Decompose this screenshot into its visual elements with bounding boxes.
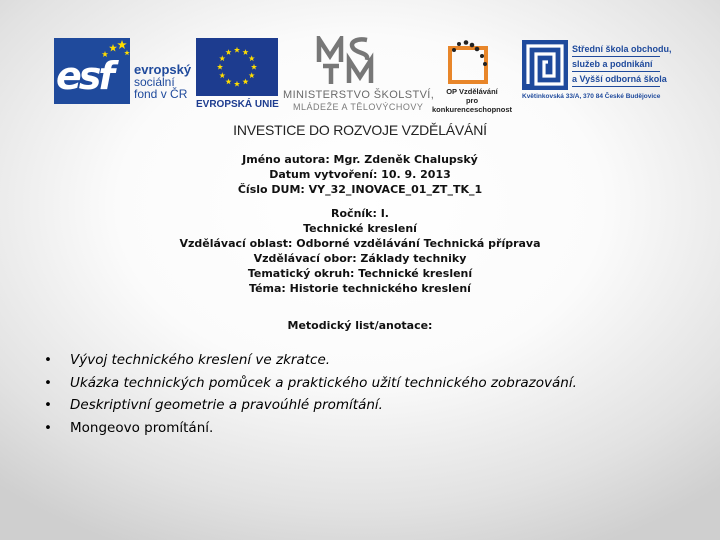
school-address: Květinkovská 33/A, 370 84 České Budějovice	[522, 93, 661, 100]
op-caption-line1: OP Vzdělávání	[446, 87, 498, 96]
investment-banner: INVESTICE DO ROZVOJE VZDĚLÁVÁNÍ	[233, 122, 487, 138]
eu-star-icon	[249, 72, 255, 78]
school-name-line1: Střední škola obchodu,	[572, 42, 660, 57]
date-line: Datum vytvoření: 10. 9. 2013	[269, 168, 451, 181]
esf-letters: esf	[56, 54, 112, 98]
eu-flag-icon	[196, 38, 278, 96]
list-item	[40, 372, 700, 395]
esf-caption-line3: fond v ČR	[134, 87, 188, 101]
topic-line: Tematický okruh: Technické kreslení	[247, 267, 473, 280]
bullet-icon: •	[44, 419, 52, 436]
op-logo	[428, 40, 516, 115]
esf-caption	[134, 64, 191, 100]
annotation-list	[40, 349, 700, 439]
eu-star-icon	[219, 55, 225, 61]
eu-star-icon	[242, 79, 248, 85]
msmt-monogram-icon	[315, 36, 375, 86]
area-line: Vzdělávací oblast: Odborné vzdělávání Technická příprava	[179, 237, 541, 250]
list-item	[40, 349, 700, 372]
school-name-line3: a Vyšší odborná škola	[572, 72, 660, 87]
school-name-line2: služeb a podnikání	[572, 57, 660, 72]
dum-line: Číslo DUM: VY_32_INOVACE_01_ZT_TK_1	[237, 183, 483, 196]
list-item-text: Mongeovo promítání.	[70, 419, 214, 436]
bullet-icon: •	[44, 374, 52, 391]
eu-star-icon	[217, 64, 223, 70]
list-item-text: Vývoj technického kreslení ve zkratce.	[70, 352, 331, 368]
bullet-icon: •	[44, 397, 52, 413]
methodology-heading: Metodický list/anotace:	[287, 319, 433, 332]
eu-star-icon	[219, 72, 225, 78]
msmt-caption-line1: MINISTERSTVO ŠKOLSTVÍ,	[283, 89, 435, 101]
esf-logo	[54, 38, 192, 113]
eu-star-icon	[242, 49, 248, 55]
esf-caption-line2: sociální	[134, 75, 175, 89]
msmt-caption-line2: MLÁDEŽE A TĚLOVÝCHOVY	[293, 102, 424, 112]
list-item	[40, 417, 700, 440]
logo-bar	[0, 0, 720, 125]
eu-star-icon	[234, 81, 240, 87]
msmt-logo	[283, 36, 435, 116]
eu-star-icon	[225, 49, 231, 55]
eu-stars-icon	[196, 38, 278, 96]
subject-line: Technické kreslení	[303, 222, 417, 235]
op-caption	[428, 87, 516, 114]
eu-star-icon	[251, 64, 257, 70]
eu-logo	[196, 38, 280, 113]
theme-line: Téma: Historie technického kreslení	[249, 282, 471, 295]
eu-star-icon	[225, 79, 231, 85]
school-meander-icon	[522, 40, 568, 90]
school-name	[572, 42, 672, 87]
list-item	[40, 394, 700, 417]
field-line: Vzdělávací obor: Základy techniky	[253, 252, 467, 265]
op-caption-line2: pro konkurenceschopnost	[431, 96, 513, 114]
eu-star-icon	[234, 47, 240, 53]
subject-block	[0, 206, 720, 296]
bullet-icon: •	[44, 352, 52, 368]
esf-caption-line1: evropský	[134, 62, 192, 77]
op-mark-icon	[444, 40, 494, 85]
eu-star-icon	[249, 55, 255, 61]
author-block	[0, 152, 720, 197]
eu-caption: EVROPSKÁ UNIE	[196, 99, 279, 110]
list-item-text: Deskriptivní geometrie a pravoúhlé promítání.	[70, 397, 383, 413]
list-item-text: Ukázka technických pomůcek a praktického užití technického zobrazování.	[70, 374, 577, 391]
school-logo	[522, 40, 672, 105]
year-line: Ročník: I.	[331, 207, 389, 220]
author-line: Jméno autora: Mgr. Zdeněk Chalupský	[242, 153, 478, 166]
